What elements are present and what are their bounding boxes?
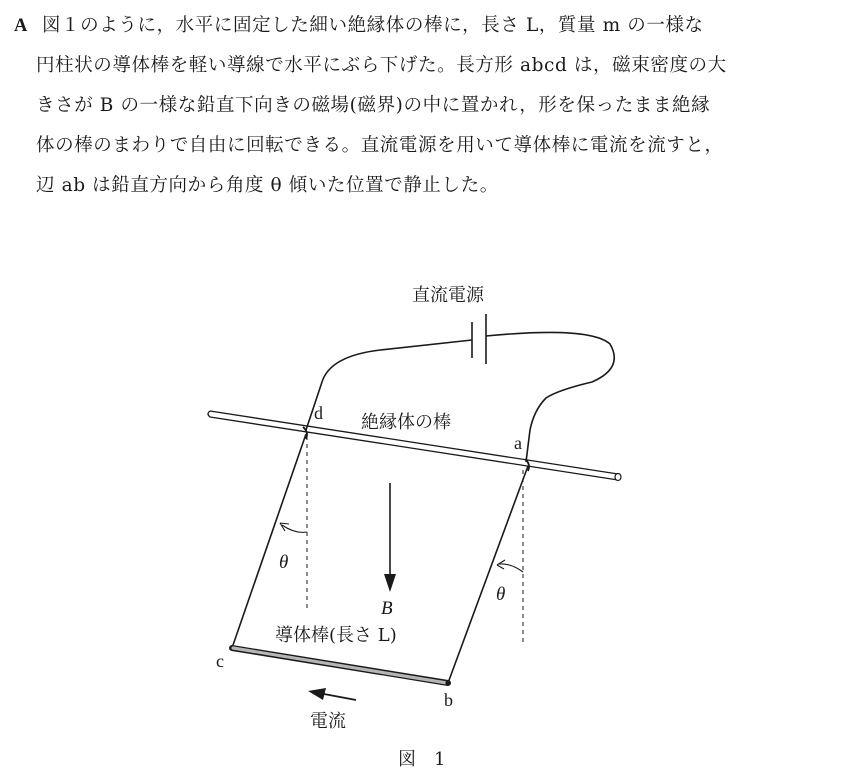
field-arrow-head <box>384 574 396 592</box>
point-d-label: d <box>314 403 323 423</box>
point-c-label: c <box>216 651 224 671</box>
figure-caption: 図 1 <box>398 749 446 770</box>
current-label: 電流 <box>310 711 346 732</box>
problem-line-1-text: 図１のように，水平に固定した細い絶縁体の棒に，長さ L，質量 m の一様な <box>41 15 704 36</box>
insulator-label: 絶縁体の棒 <box>361 412 451 433</box>
side-ab <box>448 466 528 683</box>
field-label: B <box>381 598 393 619</box>
point-a-label: a <box>514 433 522 453</box>
angle-label-right: θ <box>496 584 506 605</box>
current-arrow-shaft <box>324 694 356 700</box>
conductor-label: 導体棒(長さ L) <box>275 625 397 646</box>
problem-line-5: 辺 ab は鉛直方向から角度 θ 傾いた位置で静止した。 <box>36 175 499 196</box>
conductor-bar-fill <box>233 648 447 683</box>
point-b-dot <box>445 680 450 685</box>
point-b-label: b <box>444 690 453 710</box>
problem-line-4: 体の棒のまわりで自由に回転できる。直流電源を用いて導体棒に電流を流すと， <box>36 135 724 156</box>
problem-label: A <box>14 16 28 36</box>
wire-right <box>486 332 614 462</box>
angle-arc-left <box>282 525 307 532</box>
problem-line-2: 円柱状の導体棒を軽い導線で水平にぶら下げた。長方形 abcd は，磁束密度の大 <box>36 55 727 76</box>
problem-line-3: きさが B の一様な鉛直下向きの磁場(磁界)の中に置かれ，形を保ったまま絶縁 <box>36 95 711 116</box>
side-dc <box>232 434 306 648</box>
current-arrow-head <box>308 688 326 700</box>
power-supply-label: 直流電源 <box>412 285 484 306</box>
angle-label-left: θ <box>279 552 289 573</box>
